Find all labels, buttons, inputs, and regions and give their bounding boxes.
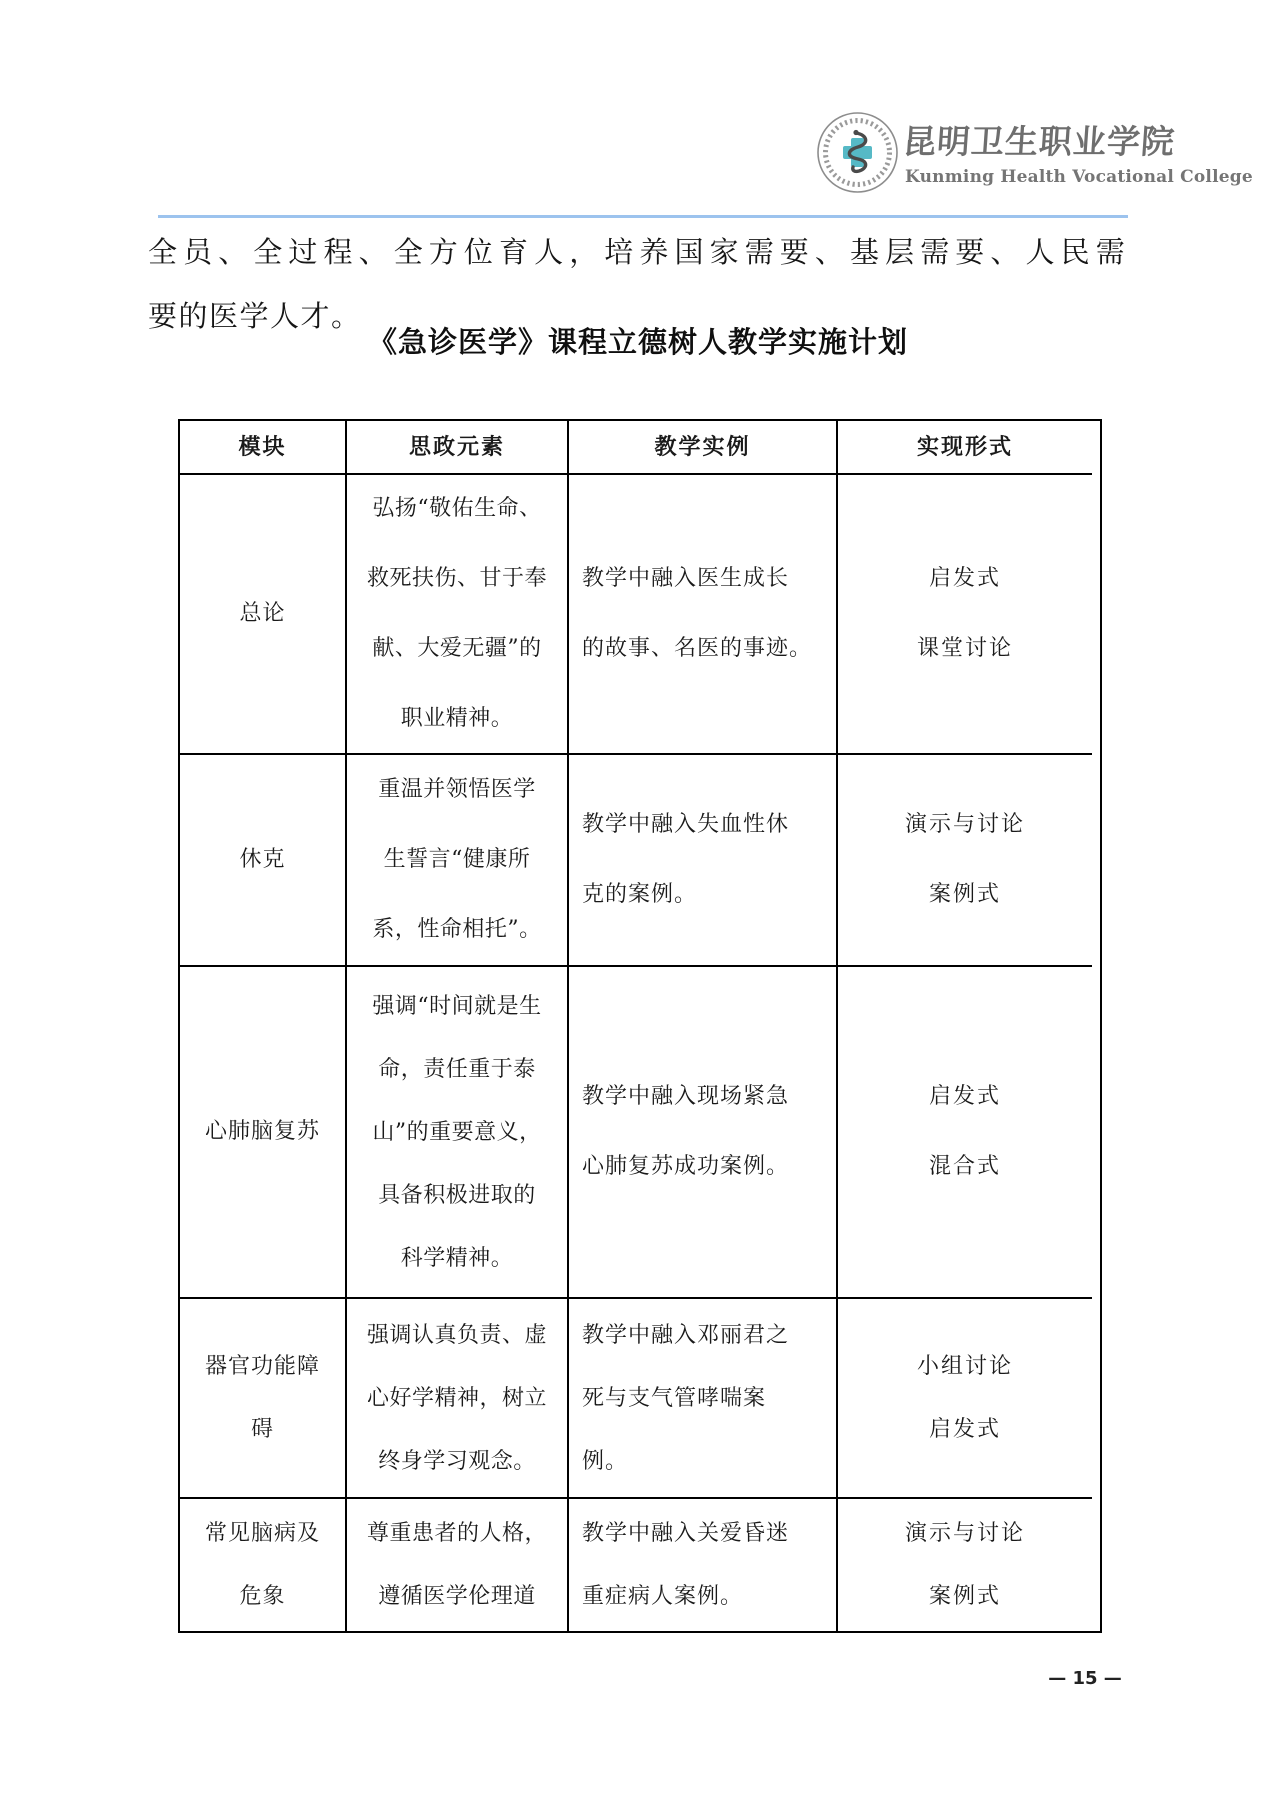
college-seal-icon — [816, 111, 899, 194]
cell-elements: 重温并领悟医学 生誓言“健康所 系，性命相托”。 — [345, 753, 567, 965]
cell-elements: 强调认真负责、虚 心好学精神，树立 终身学习观念。 — [345, 1297, 567, 1497]
cell-examples: 教学中融入医生成长 的故事、名医的事迹。 — [567, 473, 836, 753]
cell-module: 心肺脑复苏 — [180, 965, 345, 1297]
cell-elements: 尊重患者的人格， 遵循医学伦理道 — [345, 1497, 567, 1631]
cell-forms: 小组讨论 启发式 — [836, 1297, 1092, 1497]
column-header-module: 模块 — [238, 434, 287, 460]
cell-forms: 启发式 混合式 — [836, 965, 1092, 1297]
cell-forms: 启发式 课堂讨论 — [836, 473, 1092, 753]
table-title: 《急诊医学》课程立德树人教学实施计划 — [367, 325, 908, 359]
cell-module: 总论 — [180, 473, 345, 753]
column-header-elements: 思政元素 — [345, 421, 567, 473]
college-name-zh: 昆明卫生职业学院 — [901, 122, 1177, 161]
cell-elements: 强调“时间就是生 命，责任重于泰 山”的重要意义， 具备积极进取的 科学精神。 — [345, 965, 567, 1297]
header-divider — [158, 215, 1128, 218]
teaching-plan-table — [178, 419, 1102, 1633]
cell-examples: 教学中融入邓丽君之 死与支气管哮喘案 例。 — [567, 1297, 836, 1497]
cell-forms: 演示与讨论 案例式 — [836, 1497, 1092, 1631]
cell-examples: 教学中融入关爱昏迷 重症病人案例。 — [567, 1497, 836, 1631]
page-number: — 15 — — [1048, 1668, 1122, 1689]
cell-forms: 演示与讨论 案例式 — [836, 753, 1092, 965]
cell-module: 休克 — [180, 753, 345, 965]
paragraph-line: 要的医学人才。 — [148, 299, 362, 333]
cell-examples: 教学中融入现场紧急 心肺复苏成功案例。 — [567, 965, 836, 1297]
column-header-forms: 实现形式 — [836, 421, 1092, 473]
cell-module: 常见脑病及 危象 — [180, 1497, 345, 1631]
cell-examples: 教学中融入失血性休 克的案例。 — [567, 753, 836, 965]
cell-module: 器官功能障 碍 — [180, 1297, 345, 1497]
college-name-en: Kunming Health Vocational College — [905, 167, 1253, 187]
cell-elements: 弘扬“敬佑生命、 救死扶伤、甘于奉 献、大爱无疆”的 职业精神。 — [345, 473, 567, 753]
column-header-examples: 教学实例 — [567, 421, 836, 473]
paragraph-line: 全员、全过程、全方位育人，培养国家需要、基层需要、人民需 — [148, 235, 1131, 269]
